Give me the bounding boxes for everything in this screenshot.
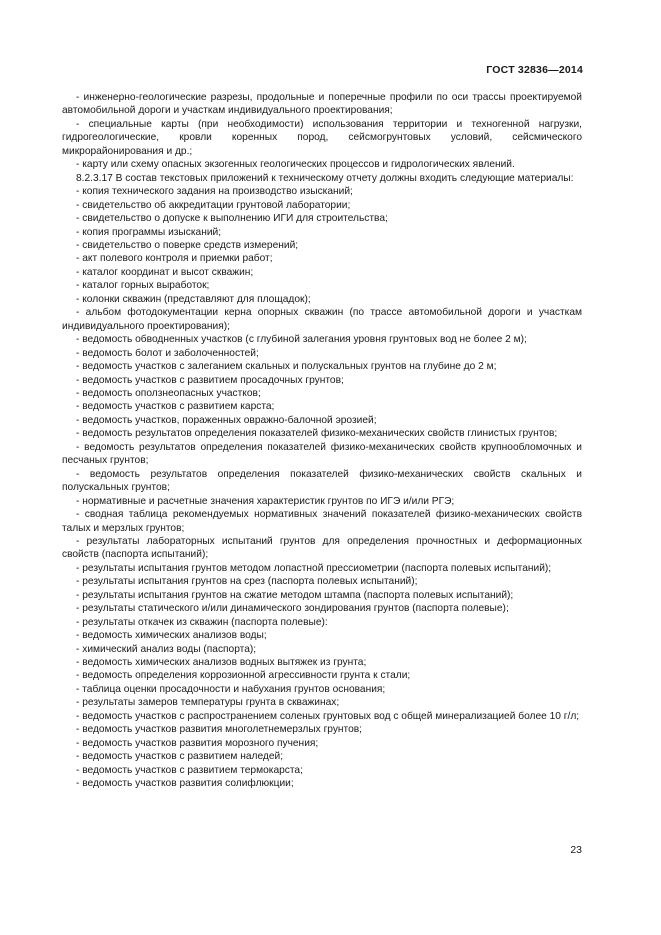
list-item: - результаты испытания грунтов на срез (паспорта полевых испытаний); — [76, 576, 418, 588]
list-item: - акт полевого контроля и приемки работ; — [76, 253, 273, 265]
list-item: - свидетельство об аккредитации грунтовой лаборатории; — [76, 199, 351, 211]
list-item: - ведомость участков с развитием просадочных грунтов; — [76, 374, 344, 386]
list-item: - ведомость оползнеопасных участков; — [76, 387, 261, 399]
list-item: - ведомость участков, пораженных овражно-балочной эрозией; — [76, 414, 377, 426]
list-item: - результаты статического и/или динамического зондирования грунтов (паспорта полевые); — [76, 603, 509, 615]
list-item: - свидетельство о допуске к выполнению ИГИ для строительства; — [76, 213, 388, 225]
list-item: - каталог координат и высот скважин; — [76, 266, 254, 278]
clause-paragraph: 8.2.3.17 В состав текстовых приложений к техническому отчету должны входить следующие материалы: — [76, 172, 574, 184]
document-header — [486, 64, 583, 76]
list-item: - ведомость результатов определения показателей физико-механических свойств скальных и полускальных грунтов; — [62, 468, 582, 494]
list-item: - ведомость результатов определения показателей физико-механических свойств крупнообломочных и песчаных грунтов; — [62, 441, 582, 467]
list-item: - ведомость результатов определения показателей физико-механических свойств глинистых грунтов; — [76, 428, 558, 440]
list-item: - ведомость участков развития морозного пучения; — [76, 737, 319, 749]
list-item: - ведомость участков с развитием термокарста; — [76, 764, 303, 776]
list-item: - результаты испытания грунтов методом лопастной прессиометрии (паспорта полевых испытаний); — [76, 562, 552, 574]
standard-number: ГОСТ 32836—2014 — [486, 64, 583, 76]
list-item: - ведомость определения коррозионной агрессивности грунта к стали; — [76, 670, 411, 682]
list-item: - ведомость участков с развитием карста; — [76, 401, 275, 413]
page-number: 23 — [570, 844, 582, 856]
list-item: - колонки скважин (представляют для площадок); — [76, 293, 311, 305]
list-item: - ведомость болот и заболоченностей; — [76, 347, 259, 359]
list-item: - альбом фотодокументации керна опорных скважин (по трассе автомобильной дороги и участкам индивидуального проектирования); — [62, 307, 582, 332]
list-item: - свидетельство о поверке средств измерений; — [76, 239, 299, 251]
list-item: - ведомость участков с распространением соленых грунтовых вод с общей минерализацией более 10 г/л; — [76, 710, 580, 722]
list-item: - химический анализ воды (паспорта); — [76, 643, 257, 655]
list-item: - ведомость участков развития многолетнемерзлых грунтов; — [76, 724, 363, 736]
list-item: - результаты испытания грунтов на сжатие методом штампа (паспорта полевых испытаний); — [76, 589, 514, 601]
list-item: - результаты лабораторных испытаний грунтов для определения прочностных и деформационных свойств (паспорта испытаний); — [62, 535, 582, 561]
paragraph: - специальные карты (при необходимости) использования территории и техногенной нагрузки, гидрогеологические, кровли коренных пород, сейсмогрунтовых условий, сейсмического микрорайонирования и др.; — [62, 118, 582, 157]
list-item: - результаты замеров температуры грунта в скважинах; — [76, 697, 340, 709]
list-item: - ведомость участков с развитием наледей; — [76, 751, 284, 763]
list-item: - ведомость химических анализов водных вытяжек из грунта; — [76, 657, 367, 669]
list-item: - нормативные и расчетные значения характеристик грунтов по ИГЭ и/или РГЭ; — [76, 495, 455, 507]
document-body — [62, 91, 582, 791]
list-item: - ведомость химических анализов воды; — [76, 630, 267, 642]
list-item: - таблица оценки просадочности и набухания грунтов основания; — [76, 683, 386, 695]
list-item: - сводная таблица рекомендуемых нормативных значений показателей физико-механических свойств талых и мерзлых грунтов; — [62, 509, 582, 534]
paragraph: - инженерно-геологические разрезы, продольные и поперечные профили по оси трассы проектируемой автомобильной дороги и участкам индивидуального проектирования; — [62, 92, 582, 117]
list-item: - копия программы изысканий; — [76, 226, 222, 238]
list-item: - каталог горных выработок; — [76, 280, 210, 292]
list-item: - ведомость обводненных участков (с глубиной залегания уровня грунтовых вод не более 2 м); — [76, 334, 527, 346]
list-item: - ведомость участков с залеганием скальных и полускальных грунтов на глубине до 2 м; — [76, 361, 497, 373]
list-item: - результаты откачек из скважин (паспорта полевые): — [76, 616, 328, 628]
list-item: - копия технического задания на производство изысканий; — [76, 186, 353, 198]
paragraph: - карту или схему опасных экзогенных геологических процессов и гидрологических явлений. — [76, 159, 515, 171]
list-item: - ведомость участков развития солифлюкции; — [76, 778, 294, 790]
